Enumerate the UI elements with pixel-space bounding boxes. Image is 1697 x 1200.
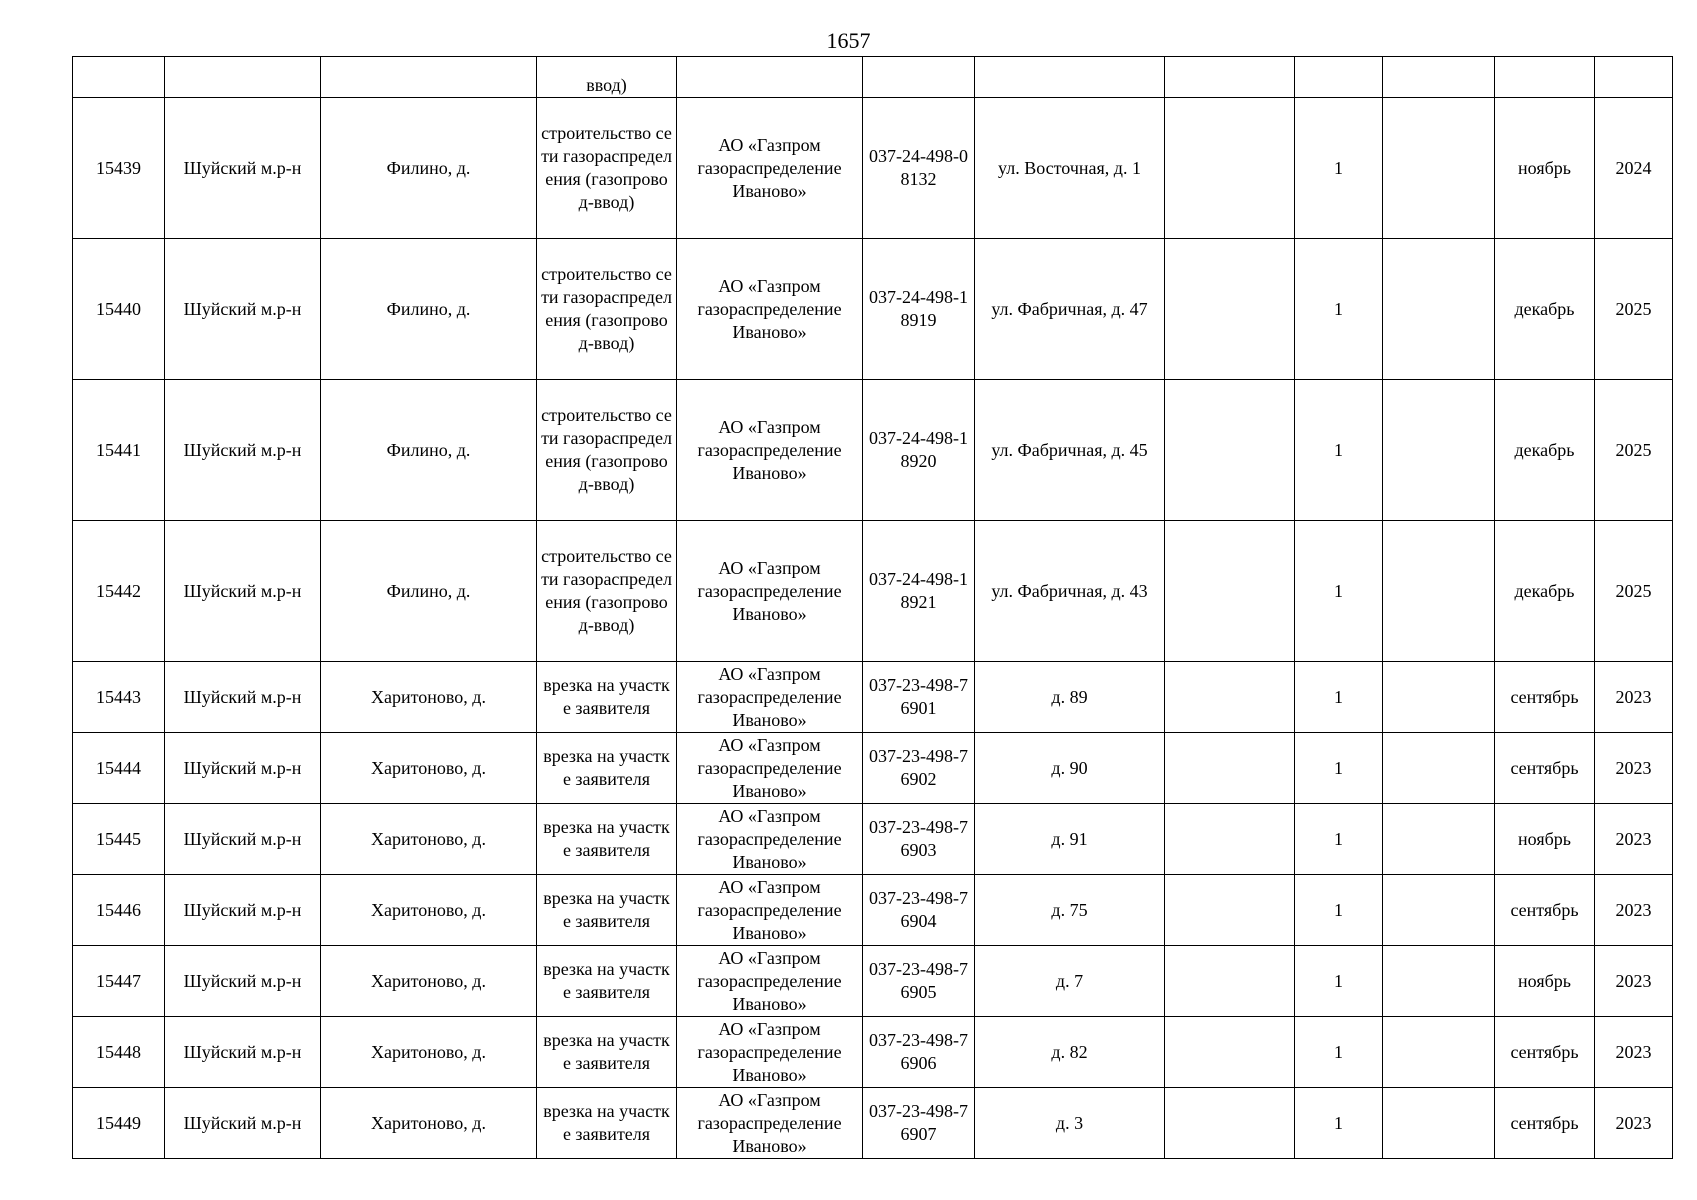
cell-empty — [1495, 57, 1595, 98]
cell-locality: Харитоново, д. — [321, 946, 537, 1017]
cell-year: 2023 — [1595, 804, 1673, 875]
cell-blank — [1383, 1088, 1495, 1159]
cell-work-type-tail: ввод) — [537, 57, 677, 98]
cell-code: 037-24-498-18919 — [863, 239, 975, 380]
cell-work-type: врезка на участке заявителя — [537, 733, 677, 804]
cell-quantity: 1 — [1295, 380, 1383, 521]
cell-locality: Харитоново, д. — [321, 804, 537, 875]
table-row — [73, 946, 1673, 1017]
cell-district: Шуйский м.р-н — [165, 804, 321, 875]
cell-quantity: 1 — [1295, 804, 1383, 875]
cell-quantity: 1 — [1295, 875, 1383, 946]
cell-month: ноябрь — [1495, 98, 1595, 239]
cell-blank — [1383, 1017, 1495, 1088]
table-row — [73, 662, 1673, 733]
cell-district: Шуйский м.р-н — [165, 1017, 321, 1088]
cell-blank — [1383, 733, 1495, 804]
cell-address: ул. Фабричная, д. 45 — [975, 380, 1165, 521]
cell-work-type: врезка на участке заявителя — [537, 804, 677, 875]
table-row — [73, 875, 1673, 946]
cell-month: сентябрь — [1495, 1088, 1595, 1159]
cell-address: д. 89 — [975, 662, 1165, 733]
cell-organization: АО «Газпром газораспределение Иваново» — [677, 521, 863, 662]
cell-locality: Филино, д. — [321, 521, 537, 662]
cell-district: Шуйский м.р-н — [165, 380, 321, 521]
cell-code: 037-23-498-76902 — [863, 733, 975, 804]
cell-month: декабрь — [1495, 380, 1595, 521]
cell-quantity: 1 — [1295, 1088, 1383, 1159]
cell-id: 15443 — [73, 662, 165, 733]
cell-blank — [1383, 662, 1495, 733]
cell-quantity: 1 — [1295, 946, 1383, 1017]
cell-month: декабрь — [1495, 239, 1595, 380]
cell-id: 15447 — [73, 946, 165, 1017]
cell-district: Шуйский м.р-н — [165, 733, 321, 804]
cell-locality: Филино, д. — [321, 380, 537, 521]
cell-locality: Харитоново, д. — [321, 733, 537, 804]
cell-blank — [1383, 521, 1495, 662]
cell-organization: АО «Газпром газораспределение Иваново» — [677, 875, 863, 946]
cell-work-type: строительство сети газораспределения (газопровод-ввод) — [537, 239, 677, 380]
cell-district: Шуйский м.р-н — [165, 662, 321, 733]
gasification-registry-table — [72, 56, 1673, 1159]
cell-quantity: 1 — [1295, 521, 1383, 662]
cell-quantity: 1 — [1295, 733, 1383, 804]
cell-address: ул. Восточная, д. 1 — [975, 98, 1165, 239]
cell-empty — [73, 57, 165, 98]
table-row-continued — [73, 57, 1673, 98]
cell-month: ноябрь — [1495, 804, 1595, 875]
page-number: 1657 — [826, 28, 871, 53]
cell-locality: Филино, д. — [321, 239, 537, 380]
cell-work-type: врезка на участке заявителя — [537, 662, 677, 733]
cell-work-type: врезка на участке заявителя — [537, 946, 677, 1017]
table-row — [73, 239, 1673, 380]
cell-year: 2023 — [1595, 733, 1673, 804]
cell-address: д. 7 — [975, 946, 1165, 1017]
cell-code: 037-23-498-76903 — [863, 804, 975, 875]
cell-extra — [1165, 1088, 1295, 1159]
cell-empty — [677, 57, 863, 98]
cell-id: 15445 — [73, 804, 165, 875]
cell-extra — [1165, 239, 1295, 380]
cell-year: 2023 — [1595, 1017, 1673, 1088]
cell-extra — [1165, 733, 1295, 804]
cell-extra — [1165, 98, 1295, 239]
cell-district: Шуйский м.р-н — [165, 239, 321, 380]
cell-month: сентябрь — [1495, 1017, 1595, 1088]
cell-work-type: врезка на участке заявителя — [537, 1088, 677, 1159]
cell-extra — [1165, 662, 1295, 733]
cell-id: 15442 — [73, 521, 165, 662]
cell-address: ул. Фабричная, д. 43 — [975, 521, 1165, 662]
cell-locality: Харитоново, д. — [321, 662, 537, 733]
table-row — [73, 98, 1673, 239]
cell-id: 15446 — [73, 875, 165, 946]
cell-locality: Харитоново, д. — [321, 875, 537, 946]
cell-extra — [1165, 1017, 1295, 1088]
cell-id: 15439 — [73, 98, 165, 239]
cell-work-type: врезка на участке заявителя — [537, 1017, 677, 1088]
cell-organization: АО «Газпром газораспределение Иваново» — [677, 380, 863, 521]
cell-district: Шуйский м.р-н — [165, 946, 321, 1017]
cell-month: сентябрь — [1495, 662, 1595, 733]
cell-district: Шуйский м.р-н — [165, 875, 321, 946]
cell-organization: АО «Газпром газораспределение Иваново» — [677, 239, 863, 380]
cell-district: Шуйский м.р-н — [165, 1088, 321, 1159]
cell-extra — [1165, 380, 1295, 521]
cell-address: д. 90 — [975, 733, 1165, 804]
cell-month: декабрь — [1495, 521, 1595, 662]
cell-code: 037-23-498-76907 — [863, 1088, 975, 1159]
cell-extra — [1165, 875, 1295, 946]
cell-empty — [1595, 57, 1673, 98]
cell-code: 037-24-498-08132 — [863, 98, 975, 239]
cell-year: 2025 — [1595, 239, 1673, 380]
cell-year: 2023 — [1595, 875, 1673, 946]
cell-blank — [1383, 239, 1495, 380]
cell-code: 037-24-498-18921 — [863, 521, 975, 662]
cell-quantity: 1 — [1295, 662, 1383, 733]
cell-empty — [975, 57, 1165, 98]
cell-code: 037-24-498-18920 — [863, 380, 975, 521]
cell-organization: АО «Газпром газораспределение Иваново» — [677, 662, 863, 733]
cell-address: д. 3 — [975, 1088, 1165, 1159]
cell-month: сентябрь — [1495, 875, 1595, 946]
cell-empty — [1165, 57, 1295, 98]
cell-code: 037-23-498-76905 — [863, 946, 975, 1017]
table-row — [73, 1017, 1673, 1088]
cell-extra — [1165, 946, 1295, 1017]
cell-empty — [165, 57, 321, 98]
cell-month: ноябрь — [1495, 946, 1595, 1017]
table-row — [73, 521, 1673, 662]
cell-id: 15440 — [73, 239, 165, 380]
cell-locality: Харитоново, д. — [321, 1017, 537, 1088]
cell-blank — [1383, 380, 1495, 521]
cell-address: ул. Фабричная, д. 47 — [975, 239, 1165, 380]
cell-code: 037-23-498-76906 — [863, 1017, 975, 1088]
cell-year: 2023 — [1595, 1088, 1673, 1159]
cell-district: Шуйский м.р-н — [165, 521, 321, 662]
cell-blank — [1383, 804, 1495, 875]
cell-organization: АО «Газпром газораспределение Иваново» — [677, 733, 863, 804]
cell-organization: АО «Газпром газораспределение Иваново» — [677, 1017, 863, 1088]
cell-month: сентябрь — [1495, 733, 1595, 804]
cell-empty — [1295, 57, 1383, 98]
cell-empty — [863, 57, 975, 98]
cell-year: 2025 — [1595, 380, 1673, 521]
cell-address: д. 75 — [975, 875, 1165, 946]
cell-year: 2025 — [1595, 521, 1673, 662]
cell-extra — [1165, 804, 1295, 875]
table-row — [73, 733, 1673, 804]
cell-id: 15448 — [73, 1017, 165, 1088]
cell-work-type: строительство сети газораспределения (газопровод-ввод) — [537, 98, 677, 239]
cell-code: 037-23-498-76904 — [863, 875, 975, 946]
cell-locality: Харитоново, д. — [321, 1088, 537, 1159]
cell-organization: АО «Газпром газораспределение Иваново» — [677, 946, 863, 1017]
table-row — [73, 804, 1673, 875]
cell-code: 037-23-498-76901 — [863, 662, 975, 733]
table-row — [73, 1088, 1673, 1159]
cell-id: 15441 — [73, 380, 165, 521]
cell-blank — [1383, 98, 1495, 239]
cell-quantity: 1 — [1295, 1017, 1383, 1088]
cell-extra — [1165, 521, 1295, 662]
cell-work-type: строительство сети газораспределения (газопровод-ввод) — [537, 521, 677, 662]
cell-organization: АО «Газпром газораспределение Иваново» — [677, 1088, 863, 1159]
cell-empty — [321, 57, 537, 98]
cell-quantity: 1 — [1295, 98, 1383, 239]
cell-locality: Филино, д. — [321, 98, 537, 239]
cell-quantity: 1 — [1295, 239, 1383, 380]
cell-address: д. 82 — [975, 1017, 1165, 1088]
cell-year: 2023 — [1595, 946, 1673, 1017]
cell-organization: АО «Газпром газораспределение Иваново» — [677, 804, 863, 875]
cell-year: 2024 — [1595, 98, 1673, 239]
cell-organization: АО «Газпром газораспределение Иваново» — [677, 98, 863, 239]
cell-work-type: строительство сети газораспределения (газопровод-ввод) — [537, 380, 677, 521]
cell-id: 15449 — [73, 1088, 165, 1159]
cell-blank — [1383, 946, 1495, 1017]
cell-district: Шуйский м.р-н — [165, 98, 321, 239]
cell-empty — [1383, 57, 1495, 98]
table-row — [73, 380, 1673, 521]
cell-address: д. 91 — [975, 804, 1165, 875]
cell-work-type: врезка на участке заявителя — [537, 875, 677, 946]
cell-id: 15444 — [73, 733, 165, 804]
cell-blank — [1383, 875, 1495, 946]
cell-year: 2023 — [1595, 662, 1673, 733]
